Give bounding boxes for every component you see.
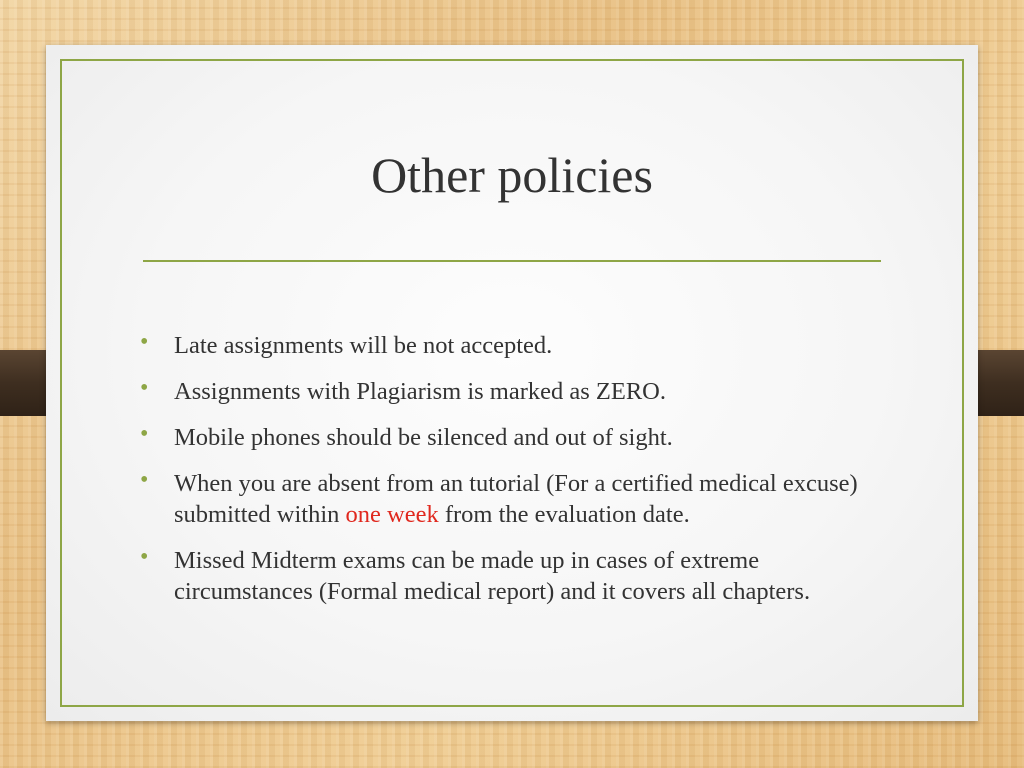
bullet-item-missed-midterm (140, 545, 880, 607)
bullet-item-plagiarism (140, 376, 880, 407)
slide-title: Other policies (371, 147, 653, 203)
bullet-icon: • (140, 329, 149, 355)
bullet-text-start: When you are absent from an tutorial (For a certified medical excuse) submitted within (174, 470, 858, 528)
bullet-text-end: from the evaluation date. (438, 501, 690, 528)
bullet-text: Late assignments will be not accepted. (174, 332, 553, 359)
bullet-text: Mobile phones should be silenced and out of sight. (174, 424, 673, 451)
slide-card (46, 45, 978, 721)
bullet-item-mobile-phones (140, 422, 880, 453)
bullet-item-late-assignments (140, 330, 880, 361)
highlighted-deadline: one week (345, 501, 439, 528)
bullet-icon: • (140, 467, 149, 493)
bullet-icon: • (140, 421, 149, 447)
title-divider (143, 260, 881, 262)
bullet-item-absence (140, 468, 880, 530)
bullet-icon: • (140, 544, 149, 570)
bullet-text: Assignments with Plagiarism is marked as ZERO. (174, 378, 666, 405)
bullet-text: Missed Midterm exams can be made up in cases of extreme circumstances (Formal medical report) and it covers all chapters. (174, 547, 811, 605)
bullet-icon: • (140, 375, 149, 401)
bullet-list (140, 330, 880, 622)
